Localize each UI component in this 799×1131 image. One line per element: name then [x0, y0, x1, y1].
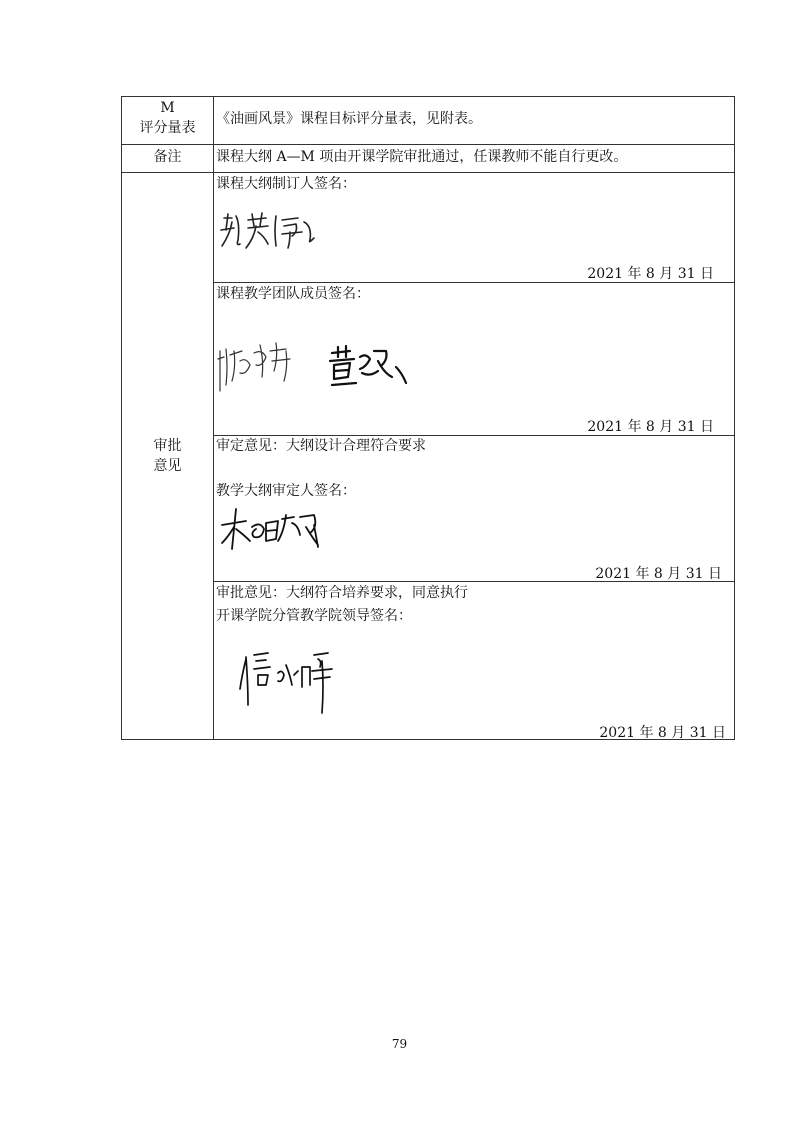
syllabus-approval-table [121, 96, 735, 740]
reviewer-date: 2021 年 8 月 31 日 [595, 566, 722, 582]
team-date: 2021 年 8 月 31 日 [587, 419, 714, 435]
notes-label: 备注 [153, 149, 182, 165]
dean-signature [236, 645, 340, 721]
drafter-date: 2021 年 8 月 31 日 [587, 266, 714, 282]
column-divider [213, 97, 214, 739]
page-number: 79 [391, 1037, 408, 1051]
approval-label-line1: 审批 [153, 438, 182, 454]
reviewer-sign-label: 教学大纲审定人签名： [216, 483, 356, 499]
notes-content: 课程大纲 A—M 项由开课学院审批通过，任课教师不能自行更改。 [216, 149, 628, 165]
approval-opinion: 审批意见：大纲符合培养要求，同意执行 [216, 585, 468, 601]
dean-sign-label: 开课学院分管教学院领导签名： [216, 608, 412, 624]
dean-date: 2021 年 8 月 31 日 [599, 725, 726, 741]
review-opinion: 审定意见：大纲设计合理符合要求 [216, 438, 426, 454]
team-signature-2 [326, 343, 412, 393]
approval-label-line2: 意见 [153, 458, 182, 474]
m-label [122, 100, 213, 137]
m-content: 《油画风景》课程目标评分量表，见附表。 [216, 111, 482, 127]
team-signature-1 [216, 337, 308, 393]
team-sign-label: 课程教学团队成员签名： [216, 286, 370, 302]
drafter-sign-label: 课程大纲制订人签名： [216, 176, 356, 192]
drafter-signature [218, 210, 318, 252]
m-label-title: 评分量表 [139, 120, 196, 136]
approval-label [122, 438, 213, 475]
reviewer-signature [218, 505, 328, 555]
m-label-code: M [160, 100, 175, 116]
